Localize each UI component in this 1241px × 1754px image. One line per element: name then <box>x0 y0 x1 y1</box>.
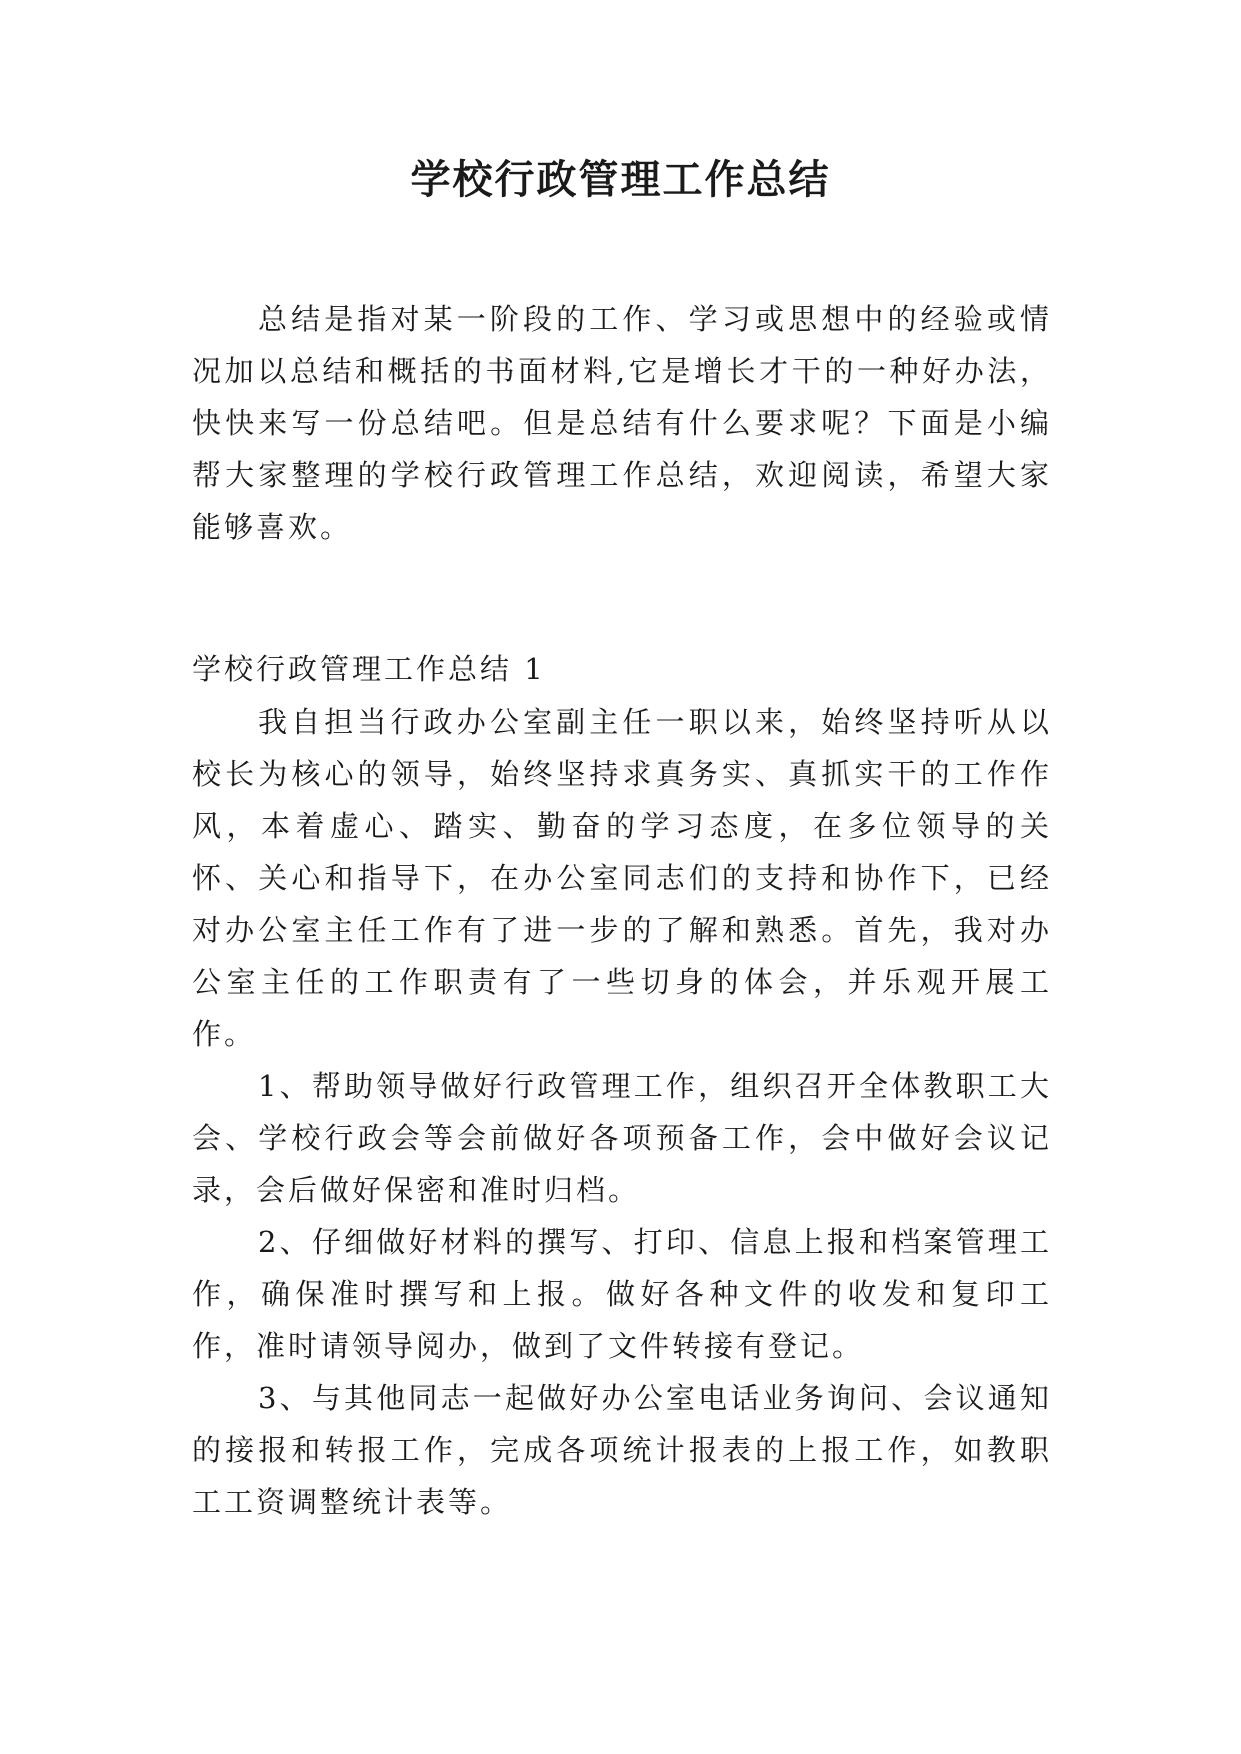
body-paragraph: 我自担当行政办公室副主任一职以来，始终坚持听从以校长为核心的领导，始终坚持求真务实、真抓实干的工作作风，本着虚心、踏实、勤奋的学习态度，在多位领导的关怀、关心和指导下，在办公室同志们的支持和协作下，已经对办公室主任工作有了进一步的了解和熟悉。首先，我对办公室主任的工作职责有了一些切身的体会，并乐观开展工作。 <box>192 705 1052 1051</box>
intro-paragraph: 总结是指对某一阶段的工作、学习或思想中的经验或情况加以总结和概括的书面材料,它是增长才干的一种好办法，快快来写一份总结吧。但是总结有什么要求呢？下面是小编帮大家整理的学校行政管理工作总结，欢迎阅读，希望大家能够喜欢。 <box>192 302 1052 544</box>
section-content <box>192 696 1052 1528</box>
section-heading: 学校行政管理工作总结 1 <box>192 652 546 686</box>
document-title: 学校行政管理工作总结 <box>410 156 831 203</box>
list-item: 3、与其他同志一起做好办公室电话业务询问、会议通知的接报和转报工作，完成各项统计报表的上报工作，如教职工工资调整统计表等。 <box>192 1381 1052 1519</box>
list-item: 1、帮助领导做好行政管理工作，组织召开全体教职工大会、学校行政会等会前做好各项预备工作，会中做好会议记录，会后做好保密和准时归档。 <box>192 1069 1052 1207</box>
list-item: 2、仔细做好材料的撰写、打印、信息上报和档案管理工作，确保准时撰写和上报。做好各种文件的收发和复印工作，准时请领导阅办，做到了文件转接有登记。 <box>192 1225 1052 1363</box>
